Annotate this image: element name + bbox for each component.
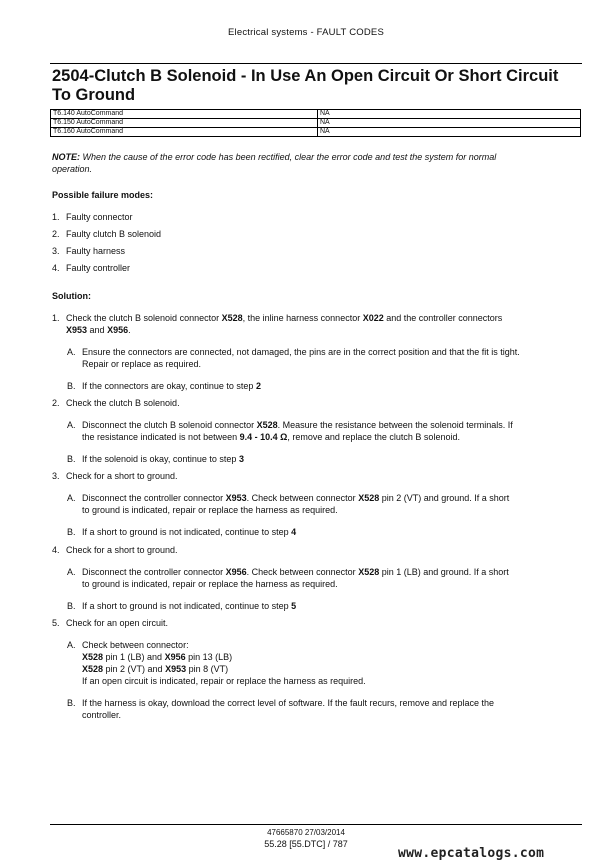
step-2a-letter: A.: [67, 420, 76, 430]
list-number: 3.: [52, 246, 60, 256]
connector-ref: X022: [362, 313, 384, 323]
step-1a-letter: A.: [67, 347, 76, 357]
connector-ref: X956: [164, 652, 186, 662]
resistance-range: 9.4 - 10.4 Ω: [239, 432, 288, 442]
list-number: 4.: [52, 263, 60, 273]
connector-ref: X956: [225, 567, 247, 577]
model-applicability-table: [50, 109, 581, 137]
text: Disconnect the controller connector: [82, 567, 226, 577]
text: Check the clutch B solenoid connector: [66, 313, 222, 323]
text: pin 1 (LB) and ground. If a short: [379, 567, 509, 577]
connector-ref: X528: [221, 313, 243, 323]
text: Repair or replace as required.: [82, 359, 202, 369]
page-title: [52, 67, 582, 105]
connector-ref: X528: [256, 420, 278, 430]
table-row: [51, 128, 581, 137]
text: If the connectors are okay, continue to step: [82, 381, 256, 391]
text: Disconnect the clutch B solenoid connector: [82, 420, 257, 430]
connector-ref: X528: [358, 493, 380, 503]
text: pin 2 (VT) and: [103, 664, 166, 674]
step-3a-letter: A.: [67, 493, 76, 503]
watermark: www.epcatalogs.com: [398, 846, 545, 861]
step-1-number: 1.: [52, 313, 60, 323]
list-number: 2.: [52, 229, 60, 239]
model-cell: T6.150 AutoCommand: [51, 119, 318, 128]
step-ref: 3: [238, 454, 244, 464]
value-cell: NA: [318, 128, 581, 137]
connector-ref: X528: [82, 664, 104, 674]
model-cell: T6.140 AutoCommand: [51, 110, 318, 119]
text: and: [87, 325, 108, 335]
note-label: NOTE:: [52, 152, 80, 162]
step-4b-letter: B.: [67, 601, 76, 611]
step-2b-text: [82, 453, 582, 465]
table-row: [51, 110, 581, 119]
text: pin 13 (LB): [185, 652, 233, 662]
step-3b-letter: B.: [67, 527, 76, 537]
step-3b-text: [82, 526, 582, 538]
step-5b-text: [82, 697, 582, 721]
step-2-number: 2.: [52, 398, 60, 408]
text: . Measure the resistance between the solenoid terminals. If: [277, 420, 513, 430]
table-row: [51, 119, 581, 128]
list-text: Faulty clutch B solenoid: [66, 229, 162, 239]
step-5-number: 5.: [52, 618, 60, 628]
step-3a-text: [82, 492, 582, 516]
text: Check between connector:: [82, 640, 189, 650]
step-5b-letter: B.: [67, 698, 76, 708]
connector-ref: X528: [82, 652, 104, 662]
step-3-number: 3.: [52, 471, 60, 481]
list-number: 1.: [52, 212, 60, 222]
text: If an open circuit is indicated, repair or replace the harness as required.: [82, 676, 366, 686]
text: Ensure the connectors are connected, not damaged, the pins are in the correct position and that the fit is tight.: [82, 347, 520, 357]
connector-ref: X953: [165, 664, 187, 674]
step-3-text: Check for a short to ground.: [66, 471, 178, 481]
step-1a-text: [82, 346, 582, 370]
model-cell: T6.160 AutoCommand: [51, 128, 318, 137]
text: . Check between connector: [246, 567, 359, 577]
text: If the solenoid is okay, continue to step: [82, 454, 239, 464]
step-1b-text: [82, 380, 582, 392]
title-line-2: To Ground: [52, 86, 136, 104]
step-ref: 4: [291, 527, 297, 537]
step-2b-letter: B.: [67, 454, 76, 464]
text: and the controller connectors: [383, 313, 503, 323]
step-5-text: Check for an open circuit.: [66, 618, 169, 628]
step-4b-text: [82, 600, 582, 612]
failure-modes-heading: Possible failure modes:: [52, 190, 154, 200]
step-ref: 5: [291, 601, 297, 611]
step-1b-letter: B.: [67, 381, 76, 391]
title-line-1: 2504-Clutch B Solenoid - In Use An Open Circuit Or Short Circuit: [52, 67, 559, 85]
step-1-text: [66, 312, 582, 336]
text: If a short to ground is not indicated, continue to step: [82, 527, 292, 537]
step-2-text: Check the clutch B solenoid.: [66, 398, 180, 408]
value-cell: NA: [318, 110, 581, 119]
step-2a-text: [82, 419, 582, 443]
list-text: Faulty controller: [66, 263, 131, 273]
note-text-line-2: operation.: [52, 164, 93, 174]
running-header: Electrical systems - FAULT CODES: [228, 27, 384, 38]
list-text: Faulty harness: [66, 246, 126, 256]
footer-document-id: 47665870 27/03/2014: [267, 828, 345, 837]
footer-rule: [50, 824, 582, 825]
text: If the harness is okay, download the correct level of software. If the fault recurs, remove and replace the: [82, 698, 495, 708]
step-4-text: Check for a short to ground.: [66, 545, 178, 555]
connector-ref: X953: [225, 493, 247, 503]
step-ref: 2: [255, 381, 261, 391]
note: [52, 151, 582, 175]
text: . Check between connector: [246, 493, 359, 503]
text: .: [128, 325, 131, 335]
step-4a-letter: A.: [67, 567, 76, 577]
text: the resistance indicated is not between: [82, 432, 240, 442]
step-5a-text: [82, 639, 582, 687]
connector-ref: X528: [358, 567, 380, 577]
footer-page-number: 55.28 [55.DTC] / 787: [264, 839, 348, 849]
text: , remove and replace the clutch B solenoid.: [287, 432, 460, 442]
step-4-number: 4.: [52, 545, 60, 555]
text: to ground is indicated, repair or replace the harness as required.: [82, 579, 338, 589]
list-text: Faulty connector: [66, 212, 133, 222]
text: Disconnect the controller connector: [82, 493, 226, 503]
connector-ref: X956: [107, 325, 129, 335]
step-5a-letter: A.: [67, 640, 76, 650]
text: controller.: [82, 710, 122, 720]
text: pin 8 (VT): [186, 664, 229, 674]
connector-ref: X953: [66, 325, 88, 335]
value-cell: NA: [318, 119, 581, 128]
text: to ground is indicated, repair or replace the harness as required.: [82, 505, 338, 515]
step-4a-text: [82, 566, 582, 590]
text: If a short to ground is not indicated, continue to step: [82, 601, 292, 611]
text: pin 1 (LB) and: [103, 652, 165, 662]
note-text-line-1: When the cause of the error code has been rectified, clear the error code and test the system for normal: [82, 152, 497, 162]
text: pin 2 (VT) and ground. If a short: [379, 493, 510, 503]
solution-heading: Solution:: [52, 291, 91, 301]
title-rule: [50, 63, 582, 64]
text: , the inline harness connector: [242, 313, 363, 323]
